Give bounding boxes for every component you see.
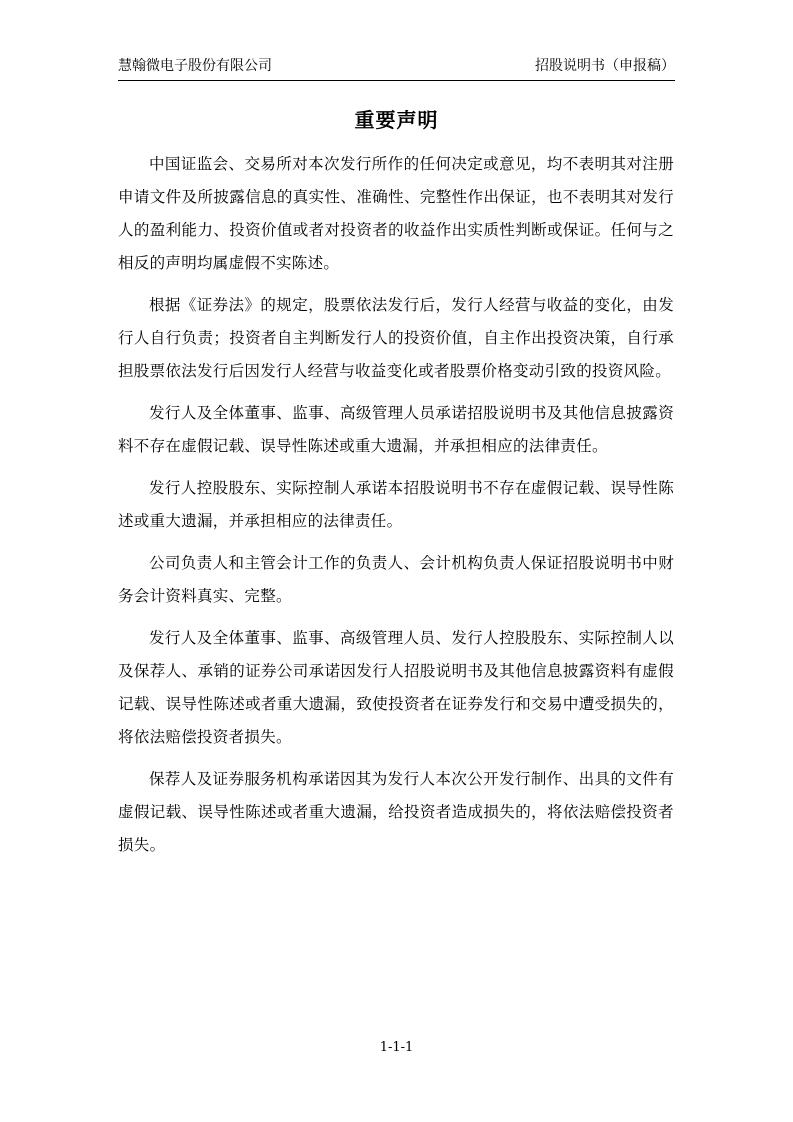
page-title: 重要声明	[354, 108, 439, 132]
paragraph-investment-risk: 根据《证券法》的规定，股票依法发行后，发行人经营与收益的变化，由发行人自行负责；投资者自主判断发行人的投资价值，自主作出投资决策，自行承担股票依法发行后因发行人经营与收益变化或者股票价格变动引致的投资风险。	[118, 296, 674, 380]
header-company-name: 慧翰微电子股份有限公司	[118, 58, 272, 74]
statement-body	[118, 148, 674, 871]
header-document-type: 招股说明书（申报稿）	[535, 58, 675, 74]
paragraph-sponsor-commitment: 保荐人及证券服务机构承诺因其为发行人本次公开发行制作、出具的文件有虚假记载、误导性陈述或者重大遗漏，给投资者造成损失的，将依法赔偿投资者损失。	[118, 770, 674, 854]
paragraph-controller-commitment: 发行人控股股东、实际控制人承诺本招股说明书不存在虚假记载、误导性陈述或重大遗漏，并承担相应的法律责任。	[118, 479, 674, 530]
paragraph-financial-accuracy: 公司负责人和主管会计工作的负责人、会计机构负责人保证招股说明书中财务会计资料真实、完整。	[118, 554, 674, 605]
paragraph-regulator-disclaimer: 中国证监会、交易所对本次发行所作的任何决定或意见，均不表明其对注册申请文件及所披露信息的真实性、准确性、完整性作出保证，也不表明其对发行人的盈利能力、投资价值或者对投资者的收益作出实质性判断或保证。任何与之相反的声明均属虚假不实陈述。	[118, 155, 674, 272]
paragraph-compensation-commitment: 发行人及全体董事、监事、高级管理人员、发行人控股股东、实际控制人以及保荐人、承销的证券公司承诺因发行人招股说明书及其他信息披露资料有虚假记载、误导性陈述或者重大遗漏，致使投资者在证券发行和交易中遭受损失的，将依法赔偿投资者损失。	[118, 629, 674, 746]
page-header	[118, 56, 675, 81]
paragraph-directors-commitment: 发行人及全体董事、监事、高级管理人员承诺招股说明书及其他信息披露资料不存在虚假记载、误导性陈述或重大遗漏，并承担相应的法律责任。	[118, 404, 674, 455]
page-number: 1-1-1	[379, 1040, 414, 1055]
